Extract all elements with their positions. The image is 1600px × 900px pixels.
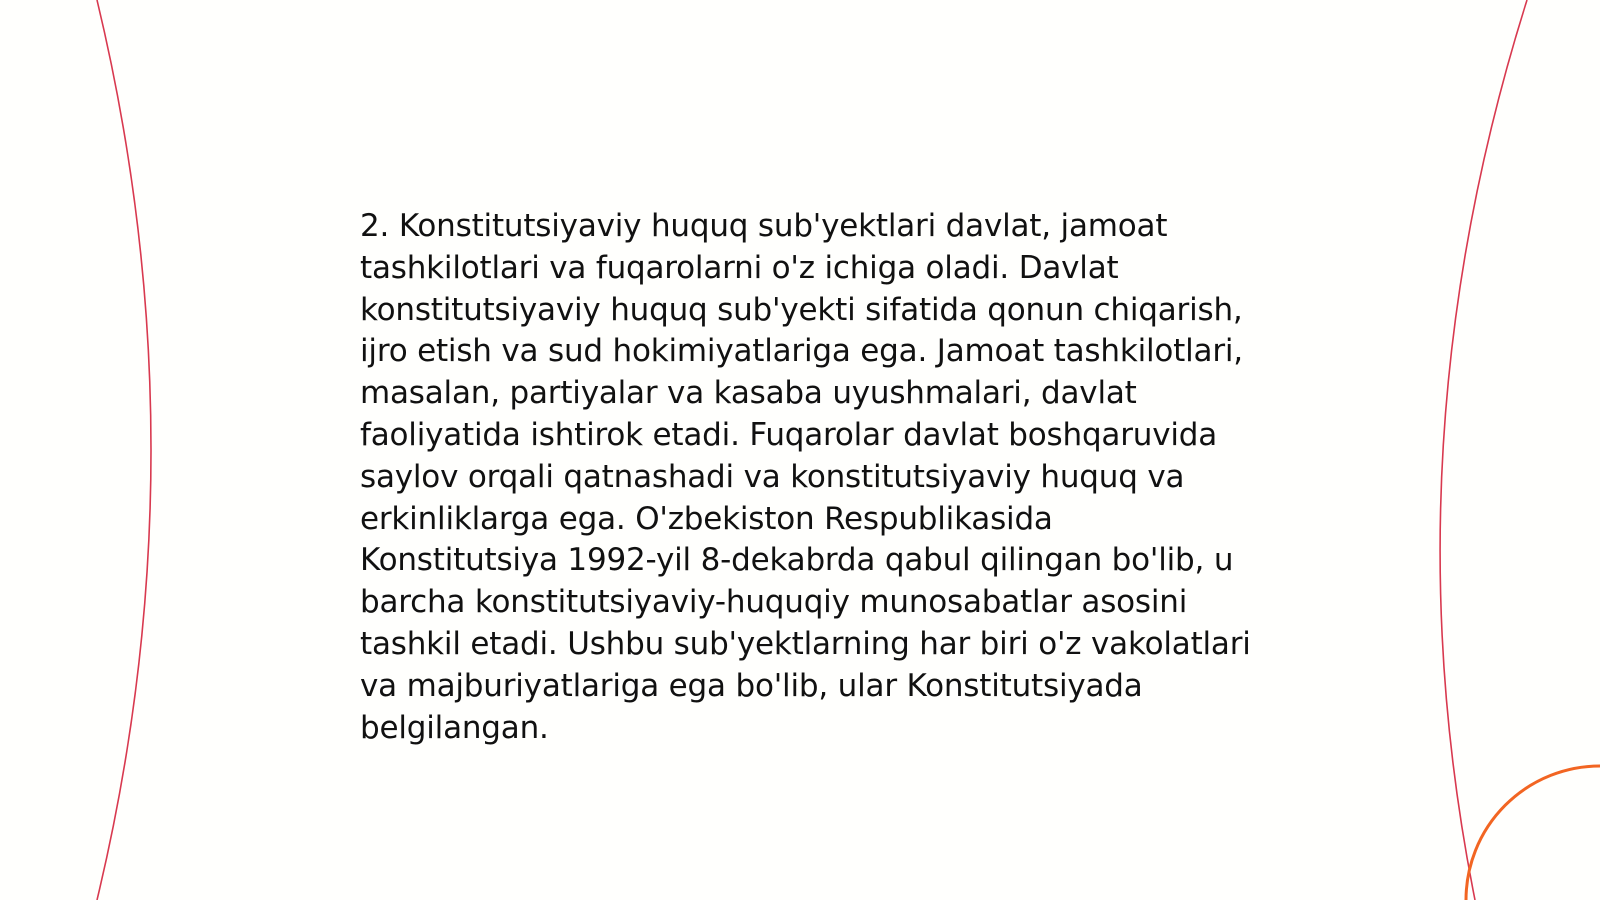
corner-circle xyxy=(1466,766,1600,900)
left-arc xyxy=(97,0,151,900)
right-arc xyxy=(1440,0,1527,900)
slide-paragraph: 2. Konstitutsiyaviy huquq sub'yektlari davlat, jamoat tashkilotlari va fuqarolarni o'z ichiga oladi. Davlat konstitutsiyaviy huquq sub'yekti sifatida qonun chiqarish, ijro etish va sud hokimiyatlariga ega. Jamoat tashkilotlari, masalan, partiyalar va kasaba uyushmalari, davlat faoliyatida ishtirok etadi. Fuqarolar davlat boshqaruvida saylov orqali qatnashadi va konstitutsiyaviy huquq va erkinliklarga ega. O'zbekiston Respublikasida Konstitutsiya 1992-yil 8-dekabrda qabul qilingan bo'lib, u barcha konstitutsiyaviy-huquqiy munosabatlar asosini tashkil etadi. Ushbu sub'yektlarning har biri o'z vakolatlari va majburiyatlariga ega bo'lib, ular Konstitutsiyada belgilangan. xyxy=(360,208,1251,746)
